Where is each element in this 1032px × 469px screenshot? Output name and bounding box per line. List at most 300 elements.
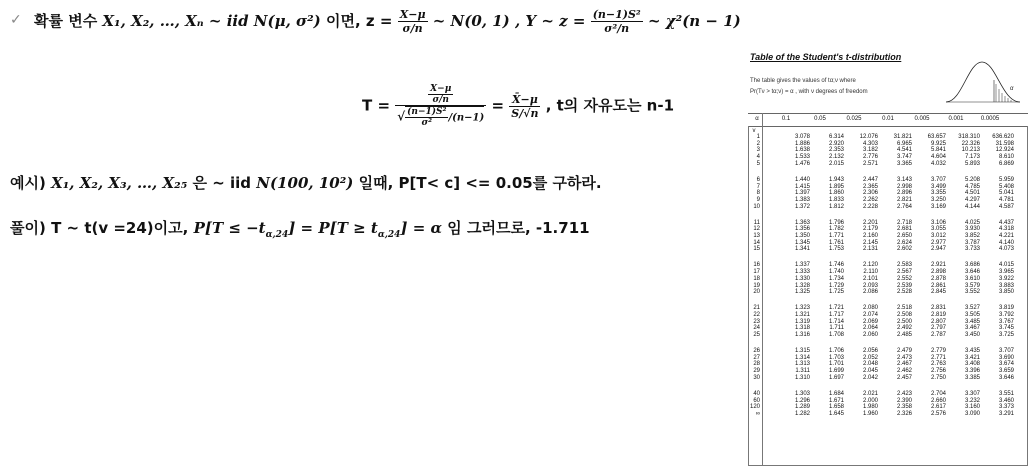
t-value-cell: 2.080	[862, 305, 878, 312]
df-cell: 17	[753, 269, 760, 276]
t-value-cell: 2.617	[930, 404, 946, 411]
t-value-cell: 3.767	[998, 318, 1014, 325]
t-value-cell: 31.821	[893, 134, 912, 140]
inner-denominator: σ/n	[432, 95, 449, 105]
t-value-cell: 3.552	[964, 289, 980, 296]
t-value-cell: 2.045	[862, 368, 878, 375]
t-value-cell: 2.306	[862, 190, 878, 197]
t-value-cell: 2.567	[896, 269, 912, 276]
t-value-cell: 1.729	[828, 282, 844, 289]
t-value-cell: 2.821	[896, 196, 912, 203]
t-value-cell: 1.303	[794, 390, 810, 397]
t-value-cell: 1.363	[794, 219, 810, 226]
eun-text: 은	[192, 174, 207, 192]
t-value-cell: 1.313	[794, 361, 810, 368]
t-distribution-table	[748, 52, 1028, 466]
t-value-cell: 4.501	[964, 190, 980, 197]
t-value-cell: 3.747	[896, 154, 912, 161]
t-value-cell: 3.106	[930, 219, 946, 226]
definition-line	[34, 8, 741, 35]
t-value-cell: 5.841	[930, 147, 946, 154]
t-value-cell: 2.048	[862, 361, 878, 368]
t-value-cell: 3.610	[964, 275, 980, 282]
t-value-cell: 2.797	[930, 325, 946, 332]
t-value-cell: 5.041	[998, 190, 1014, 197]
df-cell: 22	[753, 311, 760, 318]
root-tail: /(n−1)	[448, 112, 485, 124]
t-value-cell: 3.232	[964, 397, 980, 404]
t-value-cell: 2.052	[862, 354, 878, 361]
df-cell: 15	[753, 246, 760, 253]
df-cell: 26	[753, 348, 760, 354]
t-value-cell: 1.771	[828, 233, 844, 239]
t-value-cell: 2.998	[896, 183, 912, 190]
df-cell: 23	[753, 318, 760, 325]
t-value-cell: 636.620	[992, 134, 1014, 140]
t-value-cell: 3.745	[998, 325, 1014, 332]
normal-distribution: N(100, 10²)	[256, 174, 354, 192]
df-cell: 21	[753, 305, 760, 312]
t-value-cell: 1.356	[794, 226, 810, 233]
inner-numerator: X−μ	[430, 84, 452, 94]
t-value-cell: 3.690	[998, 354, 1014, 361]
t-value-cell: 1.980	[862, 404, 878, 411]
t-value-cell: 2.896	[896, 190, 912, 197]
t-value-cell: 1.311	[795, 368, 810, 375]
solution-line	[10, 217, 590, 240]
t-value-cell: 2.977	[930, 239, 946, 246]
degrees-of-freedom-text: , t의 자유도는 n-1	[545, 96, 675, 115]
example-line	[10, 172, 602, 193]
t-value-cell: 1.341	[794, 246, 810, 253]
t-value-cell: 4.221	[998, 233, 1014, 239]
t-value-cell: 2.807	[930, 318, 946, 325]
t-value-cell: 3.852	[964, 233, 980, 239]
t-value-cell: 1.734	[828, 275, 844, 282]
table-separator	[762, 113, 763, 466]
t-big-denominator	[395, 106, 486, 128]
t-value-cell: 2.457	[896, 374, 912, 381]
y-denominator: σ²/n	[604, 22, 630, 35]
t-value-cell: 3.883	[998, 282, 1014, 289]
t-value-cell: 1.753	[828, 246, 844, 253]
inner-fraction	[428, 84, 453, 105]
t-value-cell: 2.145	[862, 239, 878, 246]
t-value-cell: 2.131	[862, 246, 878, 253]
df-cell: 29	[753, 368, 760, 375]
t-formula-line	[362, 84, 674, 128]
t-value-cell: 3.450	[964, 332, 980, 338]
t-value-cell: 22.326	[961, 140, 980, 147]
t-value-cell: 2.042	[862, 374, 878, 381]
t-value-cell: 1.671	[828, 397, 844, 404]
df-cell: 28	[753, 361, 760, 368]
example-prefix: 예시)	[10, 174, 46, 192]
t-value-cell: 2.861	[930, 282, 946, 289]
t-value-cell: 2.624	[896, 239, 912, 246]
t-value-cell: 2.390	[896, 397, 912, 404]
t-value-cell: 1.476	[794, 160, 810, 167]
root-numerator: (n−1)S²	[407, 107, 447, 117]
t-value-cell: 1.721	[828, 305, 844, 312]
df-cell: 20	[753, 289, 760, 296]
t-value-cell: 2.776	[862, 154, 878, 161]
df-cell: 40	[753, 390, 760, 397]
t-value-cell: 3.725	[998, 332, 1014, 338]
t-value-cell: 1.333	[794, 269, 810, 276]
t-value-cell: 2.160	[862, 233, 878, 239]
t-value-cell: 2.358	[896, 404, 912, 411]
t-value-cell: 1.638	[794, 147, 810, 154]
t-value-cell: 12.076	[859, 134, 878, 140]
t-value-cell: 3.505	[964, 311, 980, 318]
t-value-cell: 4.437	[998, 219, 1014, 226]
t-value-cell: 3.169	[930, 203, 946, 210]
t-value-cell: 2.365	[862, 183, 878, 190]
t-value-cell: 8.610	[998, 154, 1014, 161]
df-cell: ∞	[755, 410, 760, 417]
subscript-right: α,24	[377, 230, 401, 240]
t-value-cell: 1.415	[794, 183, 810, 190]
alpha-column-header: 0.1	[781, 116, 791, 122]
t-value-cell: 4.144	[964, 203, 980, 210]
t-value-cell: 1.701	[828, 361, 844, 368]
t-value-cell: 7.173	[964, 154, 980, 161]
z-denominator: σ/n	[402, 22, 423, 35]
t-value-cell: 3.396	[964, 368, 980, 375]
t-value-cell: 4.015	[998, 262, 1014, 269]
t-value-cell: 3.707	[998, 348, 1014, 354]
t-value-cell: 2.845	[930, 289, 946, 296]
t-value-cell: 3.291	[998, 410, 1014, 417]
t-value-cell: 2.920	[828, 140, 844, 147]
t-value-cell: 1.711	[829, 325, 844, 332]
t-value-cell: 2.718	[896, 219, 912, 226]
df-cell: 27	[753, 354, 760, 361]
t-value-cell: 4.032	[930, 160, 946, 167]
t-value-cell: 3.485	[964, 318, 980, 325]
t-value-cell: 2.947	[930, 246, 946, 253]
t-value-cell: 3.499	[930, 183, 946, 190]
t-value-cell: 1.323	[794, 305, 810, 312]
t-value-cell: 6.869	[998, 160, 1014, 167]
alpha-column-header: 0.0005	[980, 116, 1000, 122]
t-value-cell: 2.015	[828, 160, 844, 167]
df-cell: 24	[753, 325, 760, 332]
t-value-cell: 31.598	[995, 140, 1014, 147]
t-value-cell: 1.708	[828, 332, 844, 338]
t-value-cell: 3.792	[998, 311, 1014, 318]
t-value-cell: 1.761	[828, 239, 844, 246]
check-bullet-icon: ✓	[10, 12, 22, 28]
t-value-cell: 3.922	[998, 275, 1014, 282]
t-distribution-text: T ~ t(v =24)이고,	[51, 219, 189, 237]
definition-prefix: 확률 변수	[34, 12, 98, 30]
alpha-column-header: 0.025	[846, 116, 862, 122]
t-value-cell: 1.337	[794, 262, 810, 269]
t-value-cell: 1.319	[794, 318, 810, 325]
t-equals: T =	[362, 96, 391, 115]
t-value-cell: 2.704	[930, 390, 946, 397]
df-cell: 11	[753, 219, 760, 226]
t-value-cell: 2.201	[862, 219, 878, 226]
t-value-cell: 3.733	[964, 246, 980, 253]
t-value-cell: 1.833	[828, 196, 844, 203]
t-value-cell: 2.093	[862, 282, 878, 289]
t-value-cell: 2.467	[896, 361, 912, 368]
t-value-cell: 1.697	[828, 374, 844, 381]
df-cell: 3	[756, 147, 760, 154]
t-value-cell: 2.750	[930, 374, 946, 381]
t-value-cell: 2.763	[930, 361, 946, 368]
t-value-cell: 1.345	[794, 239, 810, 246]
t-value-cell: 1.315	[794, 348, 810, 354]
t-value-cell: 3.182	[862, 147, 878, 154]
t-value-cell: 10.213	[961, 147, 980, 154]
svg-text:α: α	[1010, 86, 1014, 92]
alpha-column-header: 0.01	[882, 116, 894, 122]
t-value-cell: 2.819	[930, 311, 946, 318]
df-cell: 5	[756, 160, 760, 167]
t-value-cell: 1.706	[828, 348, 844, 354]
t-value-cell: 318.310	[958, 134, 980, 140]
t-value-cell: 12.924	[995, 147, 1014, 154]
t-value-cell: 2.423	[896, 390, 912, 397]
y-fraction	[591, 8, 643, 35]
y-numerator: (n−1)S²	[592, 8, 641, 21]
t-value-cell: 3.421	[964, 354, 980, 361]
t-value-cell: 1.330	[794, 275, 810, 282]
t-value-cell: 2.101	[862, 275, 878, 282]
bell-curve-icon	[944, 56, 1022, 110]
t-value-cell: 2.921	[930, 262, 946, 269]
t-value-cell: 3.408	[964, 361, 980, 368]
iid-text: ~ iid	[212, 174, 252, 192]
t-value-cell: 1.296	[794, 397, 810, 404]
t-value-cell: 4.140	[998, 239, 1014, 246]
t-value-cell: 1.282	[794, 410, 810, 417]
t-value-cell: 2.831	[930, 305, 946, 312]
t-simple-fraction	[509, 93, 540, 120]
df-cell: 16	[753, 262, 760, 269]
t-value-cell: 2.462	[896, 368, 912, 375]
t-value-cell: 1.812	[828, 203, 844, 210]
t-value-cell: 2.064	[862, 325, 878, 332]
t-value-cell: 1.440	[794, 176, 810, 183]
t-value-cell: 6.314	[828, 134, 844, 140]
t-value-cell: 1.397	[794, 190, 810, 197]
example-question: 일때, P[T< c] <= 0.05를 구하라.	[358, 174, 602, 192]
t-value-cell: 63.657	[927, 134, 946, 140]
t-value-cell: 3.460	[998, 397, 1014, 404]
t-value-cell: 3.686	[964, 262, 980, 269]
t-value-cell: 4.025	[964, 219, 980, 226]
t-value-cell: 2.485	[896, 332, 912, 338]
table-header	[748, 113, 1028, 127]
t-value-cell: 2.000	[862, 397, 878, 404]
t-value-cell: 3.527	[964, 305, 980, 312]
t-value-cell: 2.447	[862, 176, 878, 183]
df-cell: 8	[756, 190, 760, 197]
equals-sign: =	[491, 96, 505, 115]
t-value-cell: 2.771	[930, 354, 946, 361]
df-cell: 7	[756, 183, 760, 190]
t-value-cell: 1.328	[794, 282, 810, 289]
t-value-cell: 1.533	[794, 154, 810, 161]
z-equals: z =	[365, 12, 393, 30]
t-value-cell: 2.764	[896, 203, 912, 210]
t-value-cell: 2.326	[896, 410, 912, 417]
alpha-header: α	[755, 116, 759, 122]
t-value-cell: 1.943	[828, 176, 844, 183]
t-value-cell: 1.960	[862, 410, 878, 417]
t-value-cell: 1.703	[828, 354, 844, 361]
root-fraction	[405, 107, 448, 128]
t-value-cell: 2.779	[930, 348, 946, 354]
t-value-cell: 5.959	[998, 176, 1014, 183]
z-fraction	[398, 8, 428, 35]
t-value-cell: 2.492	[896, 325, 912, 332]
df-cell: 13	[753, 233, 760, 239]
t-value-cell: 1.699	[828, 368, 844, 375]
table-description-2: Pr(Tν > tα;ν) = α , with ν degrees of freedom	[750, 89, 868, 95]
t-value-cell: 3.551	[998, 390, 1014, 397]
t-value-cell: 2.110	[863, 269, 878, 276]
t-value-cell: 3.930	[964, 226, 980, 233]
t-value-cell: 2.060	[862, 332, 878, 338]
t-value-cell: 4.604	[930, 154, 946, 161]
df-cell: 25	[753, 332, 760, 338]
df-cell: 2	[756, 140, 760, 147]
df-cell: 1	[756, 134, 760, 140]
t-value-cell: 2.756	[930, 368, 946, 375]
t-value-cell: 3.373	[998, 404, 1014, 411]
probability-left: P[T ≤ −t	[193, 219, 266, 237]
df-cell: 60	[753, 397, 760, 404]
t-value-cell: 9.925	[930, 140, 946, 147]
t-value-cell: 3.646	[964, 269, 980, 276]
t-value-cell: 4.303	[862, 140, 878, 147]
t-value-cell: 3.307	[964, 390, 980, 397]
t-value-cell: 2.898	[930, 269, 946, 276]
z-numerator: X−μ	[399, 8, 426, 21]
root-denominator: σ²	[421, 118, 433, 128]
t-value-cell: 3.646	[998, 374, 1014, 381]
t-big-numerator	[395, 84, 486, 106]
t-value-cell: 1.658	[828, 404, 844, 411]
t-value-cell: 1.383	[794, 196, 810, 203]
t-value-cell: 4.587	[998, 203, 1014, 210]
df-cell: 9	[756, 196, 760, 203]
t-value-cell: 3.850	[998, 289, 1014, 296]
t-value-cell: 2.576	[930, 410, 946, 417]
t-value-cell: 2.528	[896, 289, 912, 296]
df-cell: 120	[749, 404, 760, 411]
t-value-cell: 3.965	[998, 269, 1014, 276]
t-value-cell: 2.552	[896, 275, 912, 282]
t-value-cell: 1.318	[794, 325, 810, 332]
sqrt-radicand	[405, 106, 484, 128]
t-value-cell: 3.819	[998, 305, 1014, 312]
chi-square-distribution: ~ χ²(n − 1)	[647, 12, 741, 30]
t-value-cell: 1.310	[794, 374, 810, 381]
t-value-cell: 4.781	[998, 196, 1014, 203]
df-cell: 12	[753, 226, 760, 233]
t-simple-denominator: S/√n	[511, 106, 539, 120]
t-value-cell: 3.659	[998, 368, 1014, 375]
t-value-cell: 2.056	[862, 348, 878, 354]
t-value-cell: 2.353	[828, 147, 844, 154]
t-value-cell: 2.500	[896, 318, 912, 325]
table-title: Table of the Student's t-distribution	[750, 52, 902, 62]
probability-middle: ] = P[T ≥ t	[288, 219, 378, 237]
t-value-cell: 5.893	[964, 160, 980, 167]
alpha-column-header: 0.05	[814, 116, 826, 122]
t-value-cell: 3.143	[896, 176, 912, 183]
t-value-cell: 3.435	[964, 348, 980, 354]
t-value-cell: 1.740	[828, 269, 844, 276]
t-value-cell: 1.886	[794, 140, 810, 147]
t-value-cell: 1.314	[794, 354, 810, 361]
subscript-left: α,24	[265, 230, 289, 240]
t-value-cell: 1.645	[828, 410, 844, 417]
solution-prefix: 풀이)	[10, 219, 46, 237]
t-value-cell: 2.518	[896, 305, 912, 312]
t-value-cell: 2.069	[862, 318, 878, 325]
t-value-cell: 2.132	[828, 154, 844, 161]
t-value-cell: 2.179	[862, 226, 878, 233]
t-value-cell: 2.086	[862, 289, 878, 296]
t-value-cell: 1.350	[794, 233, 810, 239]
t-value-cell: 2.021	[862, 390, 878, 397]
z-distribution: ~ N(0, 1) , Y ~ z =	[432, 12, 586, 30]
t-value-cell: 3.160	[964, 404, 980, 411]
t-value-cell: 2.602	[896, 246, 912, 253]
t-value-cell: 6.965	[896, 140, 912, 147]
t-value-cell: 3.250	[930, 196, 946, 203]
t-value-cell: 1.725	[828, 289, 844, 296]
t-simple-numerator: X̄−μ	[509, 93, 540, 107]
t-value-cell: 3.078	[794, 134, 810, 140]
t-value-cell: 1.796	[828, 219, 844, 226]
t-value-cell: 2.479	[896, 348, 912, 354]
t-value-cell: 3.055	[930, 226, 946, 233]
alpha-column-header: 0.005	[914, 116, 930, 122]
t-value-cell: 2.650	[896, 233, 912, 239]
t-value-cell: 5.208	[964, 176, 980, 183]
random-variables: X₁, X₂, …, Xₙ ~ iid N(μ, σ²)	[102, 12, 321, 30]
sqrt-icon: √	[397, 109, 406, 124]
t-value-cell: 1.321	[794, 311, 810, 318]
t-value-cell: 1.895	[828, 183, 844, 190]
t-value-cell: 1.782	[828, 226, 844, 233]
t-value-cell: 3.674	[998, 361, 1014, 368]
t-value-cell: 2.660	[930, 397, 946, 404]
t-value-cell: 2.787	[930, 332, 946, 338]
df-cell: 30	[753, 374, 760, 381]
t-value-cell: 4.318	[998, 226, 1014, 233]
t-value-cell: 3.385	[964, 374, 980, 381]
t-value-cell: 3.365	[896, 160, 912, 167]
t-value-cell: 2.120	[862, 262, 878, 269]
t-value-cell: 2.508	[896, 311, 912, 318]
df-cell: 14	[753, 239, 760, 246]
t-value-cell: 1.289	[794, 404, 810, 411]
alpha-column-header: 0.001	[948, 116, 964, 122]
t-value-cell: 2.473	[896, 354, 912, 361]
example-variables: X₁, X₂, X₃, …, X₂₅	[51, 174, 188, 192]
df-cell: 19	[753, 282, 760, 289]
